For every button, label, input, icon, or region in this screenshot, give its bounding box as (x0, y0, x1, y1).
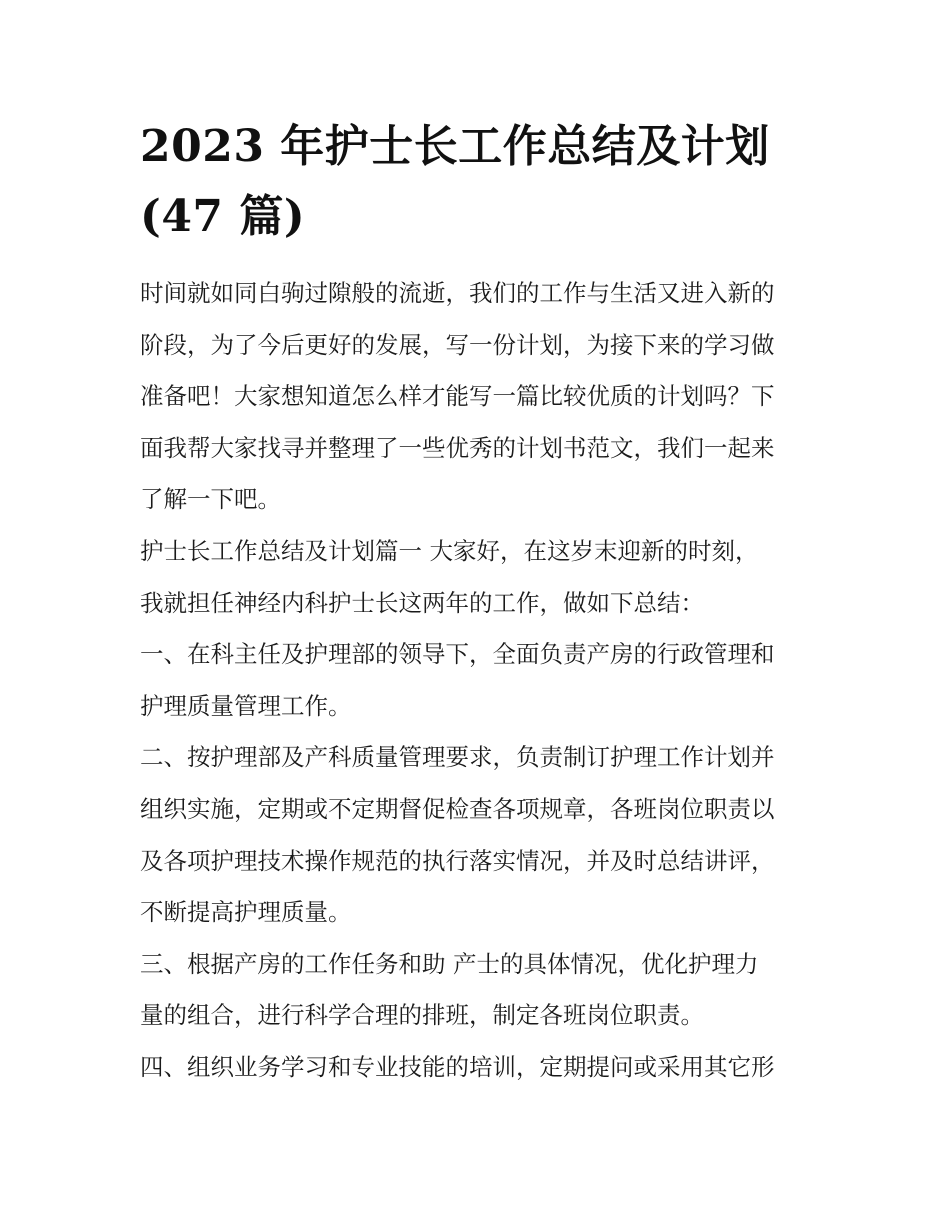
text-line: 了解一下吧。 (140, 485, 281, 514)
text-line: 护理质量管理工作。 (140, 691, 352, 720)
text-line: 组织实施，定期或不定期督促检查各项规章，各班岗位职责以 (140, 794, 775, 823)
text-line: 我就担任神经内科护士长这两年的工作，做如下总结： (140, 588, 704, 617)
text-line: 量的组合，进行科学合理的排班，制定各班岗位职责。 (140, 1001, 704, 1030)
text-line: 准备吧！大家想知道怎么样才能写一篇比较优质的计划吗？下 (140, 382, 775, 411)
title-line: 2023 年护士长工作总结及计划 (140, 121, 770, 172)
text-line: 三、根据产房的工作任务和助 产士的具体情况，优化护理力 (140, 949, 759, 978)
text-line: 及各项护理技术操作规范的执行落实情况，并及时总结讲评， (140, 846, 775, 875)
title-line: (47 篇) (140, 191, 306, 242)
text-line: 护士长工作总结及计划篇一 大家好，在这岁末迎新的时刻， (140, 536, 759, 565)
text-line: 二、按护理部及产科质量管理要求，负责制订护理工作计划并 (140, 743, 775, 772)
text-line: 一、在科主任及护理部的领导下，全面负责产房的行政管理和 (140, 640, 775, 669)
text-line: 面我帮大家找寻并整理了一些优秀的计划书范文，我们一起来 (140, 433, 775, 462)
text-line: 不断提高护理质量。 (140, 898, 352, 927)
text-line: 时间就如同白驹过隙般的流逝，我们的工作与生活又进入新的 (140, 279, 775, 307)
text-line: 阶段，为了今后更好的发展，写一份计划，为接下来的学习做 (140, 330, 775, 359)
document-body (140, 276, 830, 1102)
document-title (140, 112, 830, 252)
text-line: 四、组织业务学习和专业技能的培训，定期提问或采用其它形 (140, 1052, 775, 1081)
